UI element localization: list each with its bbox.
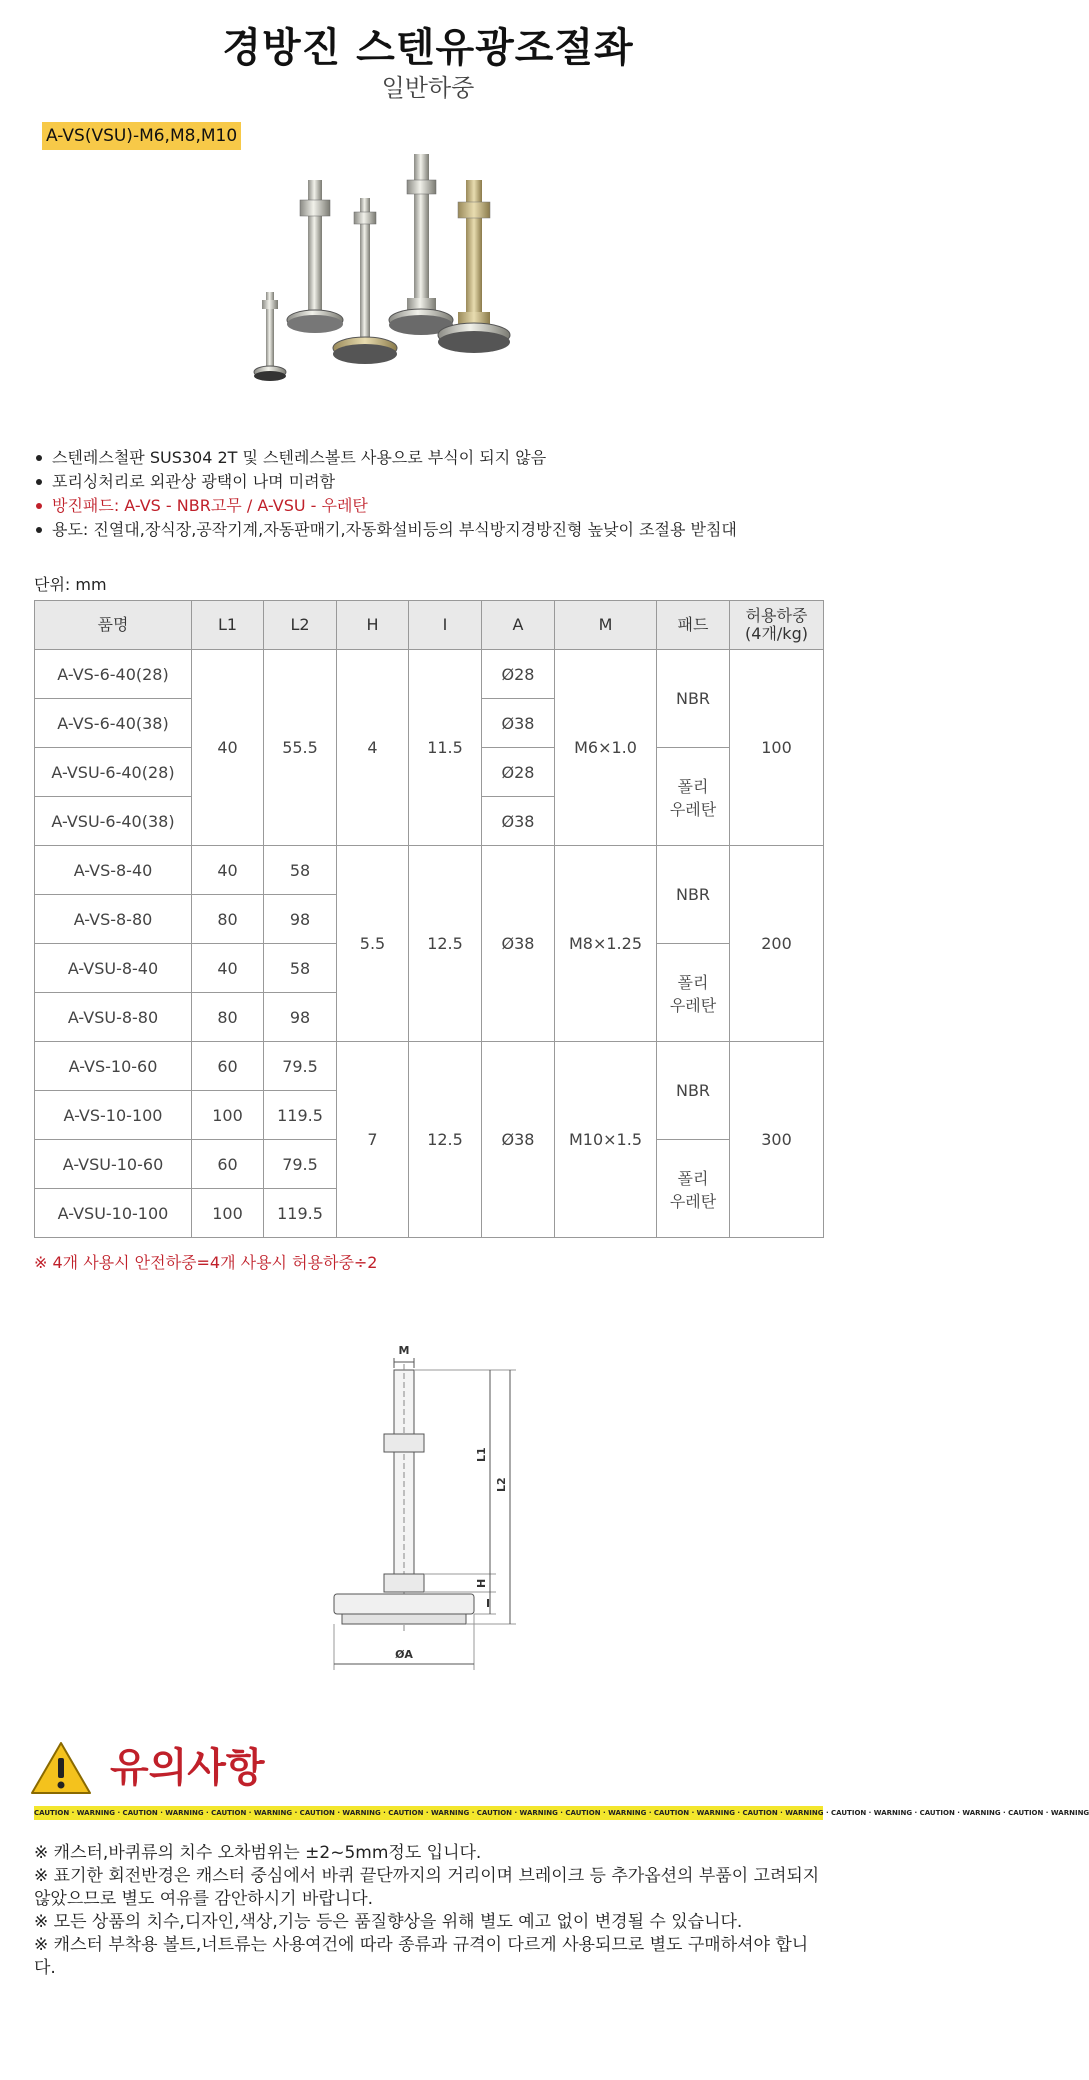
cell-h: 7 (337, 1042, 409, 1238)
cell-pad-nbr: NBR (657, 1042, 730, 1140)
dimension-diagram (320, 1312, 580, 1692)
cell-pad-urethane: 폴리 우레탄 (657, 1140, 730, 1238)
cell-name: A-VS-10-100 (35, 1091, 192, 1140)
cell-pad-urethane: 폴리 우레탄 (657, 748, 730, 846)
cell-pad-urethane: 폴리 우레탄 (657, 944, 730, 1042)
cell-h: 4 (337, 650, 409, 846)
header-name: 품명 (35, 601, 192, 650)
leveler-m6-small (254, 292, 286, 381)
cell-l2: 119.5 (264, 1189, 337, 1238)
cell-l2: 79.5 (264, 1042, 337, 1091)
cell-l1: 100 (192, 1189, 264, 1238)
cell-name: A-VSU-10-100 (35, 1189, 192, 1238)
feature-item-pad: 방진패드: A-VS - NBR고무 / A-VSU - 우레탄 (34, 494, 737, 518)
cell-l2: 98 (264, 993, 337, 1042)
cell-l1: 80 (192, 895, 264, 944)
dim-label-i: I (486, 1597, 491, 1610)
cell-l1: 40 (192, 650, 264, 846)
cell-i: 12.5 (409, 1042, 482, 1238)
cell-a: Ø28 (482, 650, 555, 699)
unit-label: 단위: mm (34, 575, 107, 594)
header-h: H (337, 601, 409, 650)
cell-m: M10×1.5 (555, 1042, 657, 1238)
cell-pad-nbr: NBR (657, 846, 730, 944)
cell-name: A-VSU-8-80 (35, 993, 192, 1042)
cell-l1: 80 (192, 993, 264, 1042)
cell-l2: 98 (264, 895, 337, 944)
cell-a: Ø38 (482, 797, 555, 846)
model-tag: A-VS(VSU)-M6,M8,M10 (42, 122, 241, 150)
cell-a: Ø28 (482, 748, 555, 797)
table-row (35, 650, 824, 699)
cell-l2: 79.5 (264, 1140, 337, 1189)
leveler-m10 (438, 180, 510, 353)
cell-pad-nbr: NBR (657, 650, 730, 748)
cell-l2: 119.5 (264, 1091, 337, 1140)
dim-label-a: ØA (395, 1648, 413, 1661)
caution-note: ※ 표기한 회전반경은 캐스터 중심에서 바퀴 끝단까지의 거리이며 브레이크 등 추가옵션의 부품이 고려되지 않았으므로 별도 여유를 감안하시기 바랍니다. (34, 1866, 820, 1909)
cell-l2: 58 (264, 846, 337, 895)
header-l1: L1 (192, 601, 264, 650)
caution-note: ※ 모든 상품의 치수,디자인,색상,기능 등은 품질향상을 위해 별도 예고 없이 변경될 수 있습니다. (34, 1912, 743, 1932)
leveler-m6 (333, 198, 397, 364)
cell-name: A-VSU-6-40(28) (35, 748, 192, 797)
cell-name: A-VS-6-40(28) (35, 650, 192, 699)
header-pad: 패드 (657, 601, 730, 650)
caution-note: ※ 캐스터 부착용 볼트,너트류는 사용여건에 따라 종류과 규격이 다르게 사용되므로 별도 구매하셔야 합니다. (34, 1935, 809, 1978)
spec-table (34, 600, 824, 1238)
cell-l1: 60 (192, 1140, 264, 1189)
cell-i: 11.5 (409, 650, 482, 846)
table-header-row (35, 601, 824, 650)
header-l2: L2 (264, 601, 337, 650)
header-m: M (555, 601, 657, 650)
cell-a: Ø38 (482, 699, 555, 748)
leveler-m8 (287, 180, 343, 333)
cell-m: M8×1.25 (555, 846, 657, 1042)
dim-label-m: M (398, 1344, 410, 1357)
table-row (35, 846, 824, 895)
feature-item: 스텐레스철판 SUS304 2T 및 스텐레스볼트 사용으로 부식이 되지 않음 (34, 446, 737, 470)
feature-list (34, 446, 737, 542)
cell-name: A-VS-8-40 (35, 846, 192, 895)
product-photo (240, 150, 620, 390)
cell-h: 5.5 (337, 846, 409, 1042)
caution-title: 유의사항 (110, 1745, 265, 1791)
cell-m: M6×1.0 (555, 650, 657, 846)
warning-icon (30, 1740, 92, 1796)
safety-load-note: ※ 4개 사용시 안전하중=4개 사용시 허용하중÷2 (34, 1253, 378, 1272)
header-i: I (409, 601, 482, 650)
cell-name: A-VSU-8-40 (35, 944, 192, 993)
cell-l2: 58 (264, 944, 337, 993)
cell-load: 300 (730, 1042, 824, 1238)
feature-item: 용도: 진열대,장식장,공작기계,자동판매기,자동화설비등의 부식방지경방진형 높낮이 조절용 받침대 (34, 518, 737, 542)
cell-name: A-VSU-6-40(38) (35, 797, 192, 846)
cell-name: A-VS-8-80 (35, 895, 192, 944)
cell-i: 12.5 (409, 846, 482, 1042)
caution-strip: CAUTION · WARNING · CAUTION · WARNING · CAUTION · WARNING · CAUTION · WARNING · CAUTION · WARNING · CAUTION · WARNING · CAUTION · WARNING · CAUTION · WARNING · CAUTION · WARNING · CAUTION · WARNING · CAUTION · WARNING · CAUTION · WARNING (34, 1806, 823, 1820)
cell-a: Ø38 (482, 1042, 555, 1238)
cell-l1: 60 (192, 1042, 264, 1091)
page-subtitle: 일반하중 (381, 74, 475, 102)
table-row (35, 1042, 824, 1091)
cell-l1: 40 (192, 846, 264, 895)
cell-l2: 55.5 (264, 650, 337, 846)
cell-name: A-VS-10-60 (35, 1042, 192, 1091)
header-load: 허용하중 (4개/kg) (730, 601, 824, 650)
dim-label-l1: L1 (475, 1447, 488, 1462)
dim-label-l2: L2 (495, 1477, 508, 1492)
cell-name: A-VSU-10-60 (35, 1140, 192, 1189)
page-title: 경방진 스텐유광조절좌 (222, 25, 634, 71)
leveler-m10-tall (389, 154, 453, 335)
dim-label-h: H (475, 1578, 488, 1588)
feature-item: 포리싱처리로 외관상 광택이 나며 미려함 (34, 470, 737, 494)
cell-name: A-VS-6-40(38) (35, 699, 192, 748)
cell-load: 200 (730, 846, 824, 1042)
header-a: A (482, 601, 555, 650)
cell-load: 100 (730, 650, 824, 846)
caution-note: ※ 캐스터,바퀴류의 치수 오차범위는 ±2~5mm정도 입니다. (34, 1843, 482, 1863)
cell-l1: 40 (192, 944, 264, 993)
cell-l1: 100 (192, 1091, 264, 1140)
caution-notes (34, 1842, 823, 1980)
cell-a: Ø38 (482, 846, 555, 1042)
